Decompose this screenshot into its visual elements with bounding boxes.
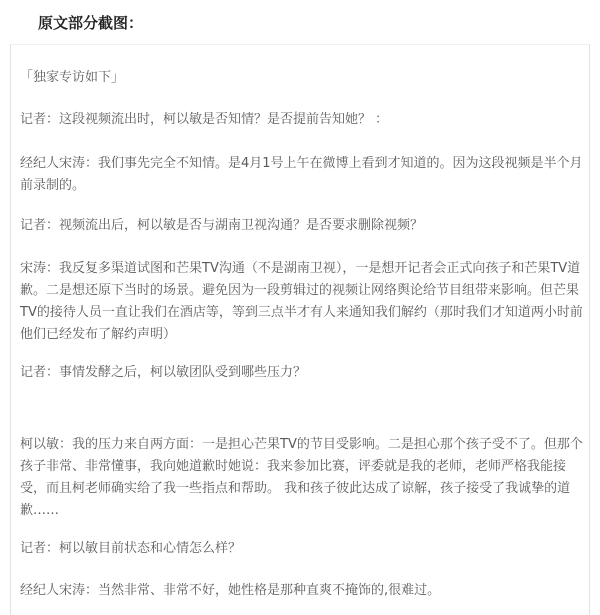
text-line: 记者：柯以敏目前状态和心情怎么样？	[20, 541, 242, 556]
text-line: 「独家专访如下」	[20, 70, 125, 85]
reporter-question-2	[20, 215, 582, 237]
text-line: TV的接待人员一直让我们在酒店等，等到三点半才有人来通知我们解约（那时我们才知道两小时前	[20, 305, 583, 320]
agent-answer-3	[20, 580, 582, 602]
text-line: 孩子非常、非常懂事，我向她道歉时她说：我来参加比赛，评委就是我的老师，老师严格我能接	[20, 459, 567, 474]
ke-yimin-answer	[20, 434, 582, 522]
text-line: 记者：视频流出后，柯以敏是否与湖南卫视沟通？是否要求删除视频？	[20, 218, 424, 233]
agent-answer-2	[20, 258, 582, 346]
text-line: 歉……	[20, 503, 60, 518]
text-line: 宋涛：我反复多渠道试图和芒果TV沟通（不是湖南卫视），一是想开记者会正式向孩子和芒果TV道	[20, 261, 581, 276]
text-line: 柯以敏：我的压力来自两方面：一是担心芒果TV的节目受影响。二是担心那个孩子受不了。但那个	[20, 437, 583, 452]
intro-paragraph	[20, 67, 582, 89]
text-line: 记者：这段视频流出时，柯以敏是否知情？是否提前告知她？ ：	[20, 112, 389, 127]
text-line: 受，而且柯老师确实给了我一些指点和帮助。 我和孩子彼此达成了谅解，孩子接受了我诚挚的道	[20, 481, 571, 496]
text-line: 他们已经发布了解约声明）	[20, 327, 177, 342]
page-heading: 原文部分截图：	[38, 14, 144, 32]
text-line: 歉。二是想还原下当时的场景。避免因为一段剪辑过的视频让网络舆论给节目组带来影响。但芒果	[20, 283, 580, 298]
reporter-question-1	[20, 109, 582, 131]
reporter-question-4	[20, 538, 582, 560]
text-line: 前录制的。	[20, 178, 86, 193]
text-line: 经纪人宋涛：我们事先完全不知情。是4月1号上午在微博上看到才知道的。因为这段视频是半个月	[20, 156, 583, 171]
text-line: 经纪人宋涛：当然非常、非常不好，她性格是那种直爽不掩饰的,很难过。	[20, 583, 441, 598]
text-line: 记者：事情发酵之后，柯以敏团队受到哪些压力？	[20, 365, 307, 380]
agent-answer-1	[20, 153, 582, 197]
reporter-question-3	[20, 362, 582, 384]
